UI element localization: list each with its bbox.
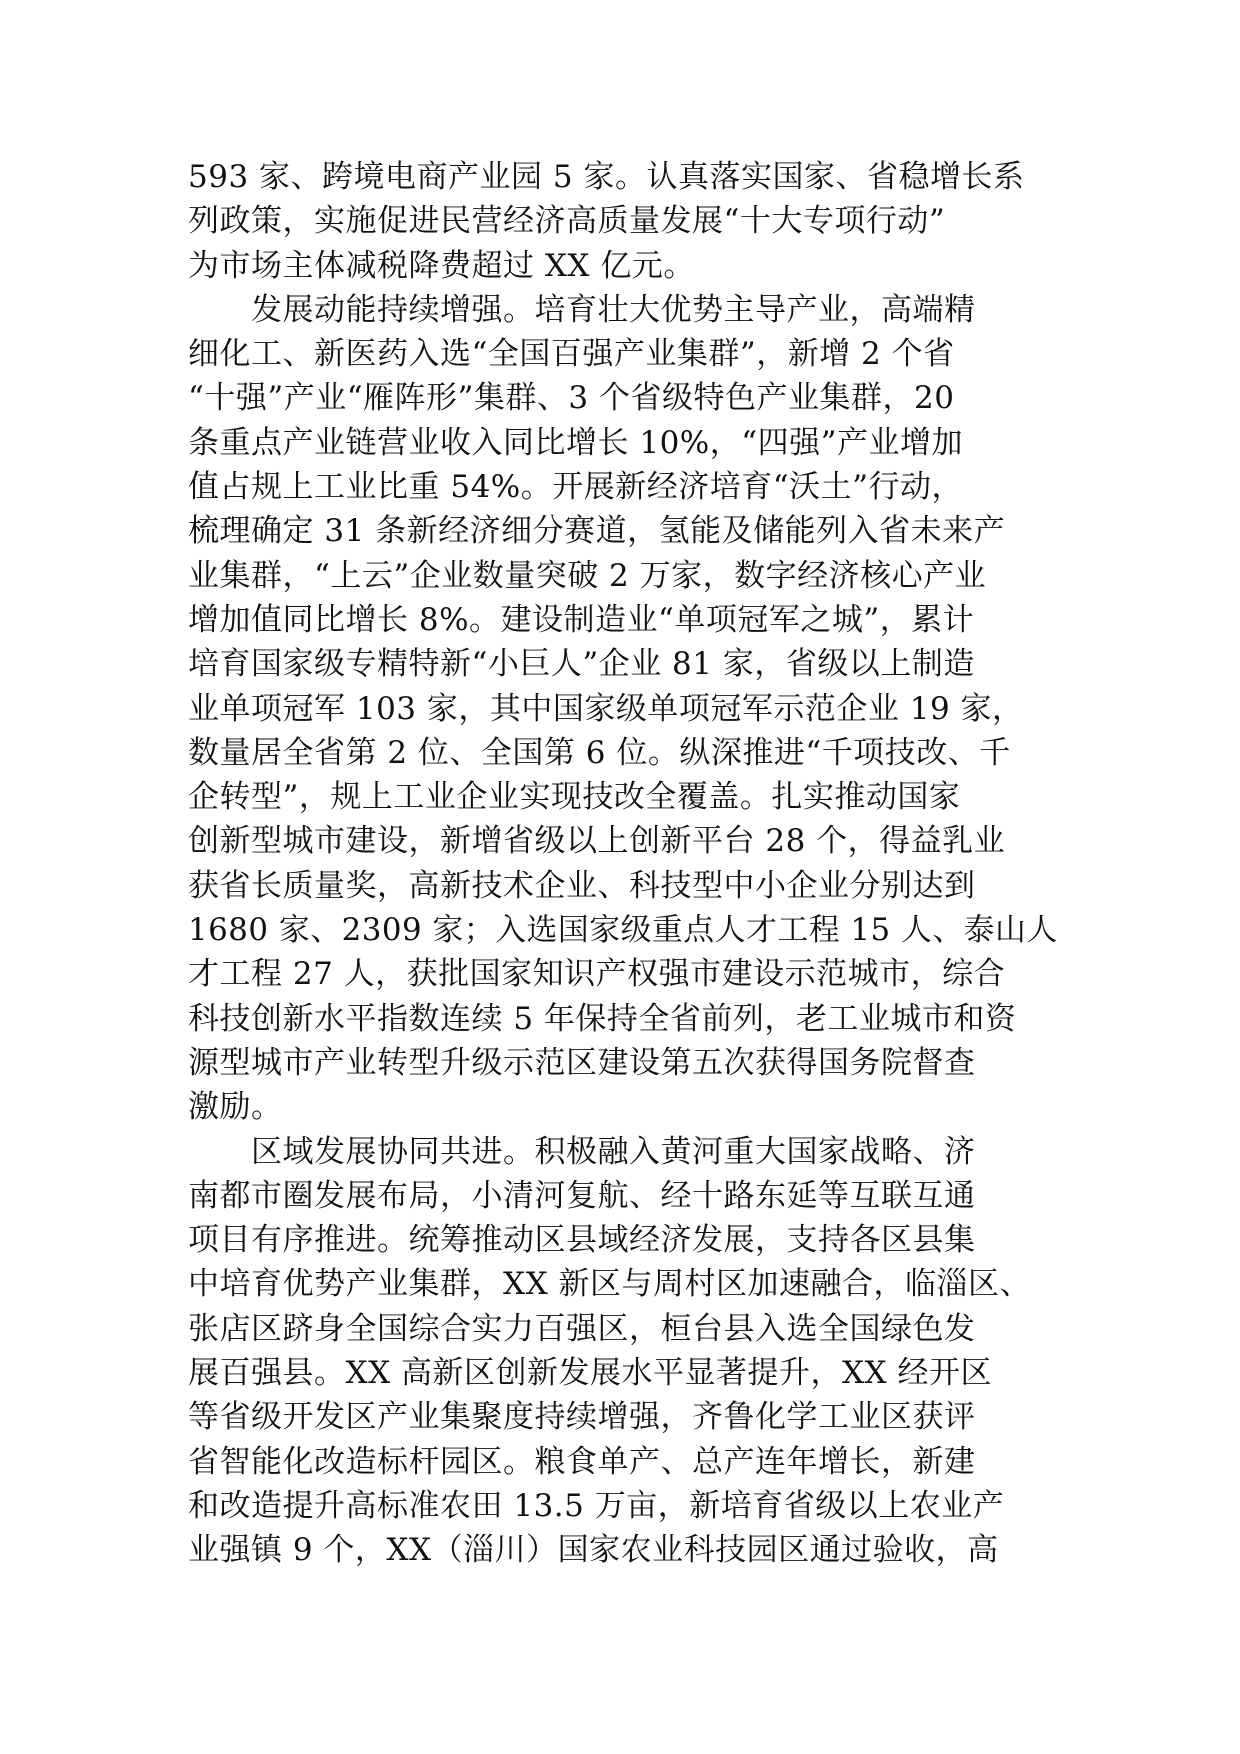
text-line: 等省级开发区产业集聚度持续增强，齐鲁化学工业区获评 (188, 1399, 976, 1436)
text-line: 张店区跻身全国综合实力百强区，桓台县入选全国绿色发 (188, 1310, 976, 1347)
text-line: 才工程 27 人，获批国家知识产权强市建设示范城市，综合 (188, 956, 1006, 993)
text-line: 增加值同比增长 8%。建设制造业“单项冠军之城”，累计 (188, 601, 975, 638)
paragraph-start-line: 发展动能持续增强。培育壮大优势主导产业，高端精 (251, 291, 976, 328)
document-body (188, 155, 1058, 1573)
text-line: 为市场主体减税降费超过 XX 亿元。 (188, 247, 695, 284)
text-line: 中培育优势产业集群，XX 新区与周村区加速融合，临淄区、 (188, 1266, 1031, 1303)
text-line: 激励。 (188, 1089, 283, 1126)
text-line: 项目有序推进。统筹推动区县域经济发展，支持各区县集 (188, 1222, 976, 1259)
text-line: 数量居全省第 2 位、全国第 6 位。纵深推进“千项技改、千 (188, 734, 1011, 771)
text-line: 企转型”，规上工业企业实现技改全覆盖。扎实推动国家 (188, 779, 961, 816)
text-line: 细化工、新医药入选“全国百强产业集群”，新增 2 个省 (188, 336, 955, 373)
text-line: 业强镇 9 个，XX（淄川）国家农业科技园区通过验收，高 (188, 1532, 999, 1569)
text-line: 科技创新水平指数连续 5 年保持全省前列，老工业城市和资 (188, 1000, 1017, 1037)
text-line: 梳理确定 31 条新经济细分赛道，氢能及储能列入省未来产 (188, 513, 1006, 550)
text-line: 源型城市产业转型升级示范区建设第五次获得国务院督查 (188, 1044, 976, 1081)
text-line: 培育国家级专精特新“小巨人”企业 81 家，省级以上制造 (188, 646, 975, 683)
text-line: 获省长质量奖，高新技术企业、科技型中小企业分别达到 (188, 867, 976, 904)
text-line: “十强”产业“雁阵形”集群、3 个省级特色产业集群，20 (188, 380, 955, 417)
text-line: 省智能化改造标杆园区。粮食单产、总产连年增长，新建 (188, 1443, 976, 1480)
text-line: 值占规上工业比重 54%。开展新经济培育“沃土”行动， (188, 469, 963, 506)
text-line: 列政策，实施促进民营经济高质量发展“十大专项行动” (188, 203, 946, 240)
text-line: 条重点产业链营业收入同比增长 10%，“四强”产业增加 (188, 424, 963, 461)
text-line: 1680 家、2309 家；入选国家级重点人才工程 15 人、泰山人 (188, 912, 1058, 949)
text-line: 南都市圈发展布局，小清河复航、经十路东延等互联互通 (188, 1177, 976, 1214)
paragraph-start-line: 区域发展协同共进。积极融入黄河重大国家战略、济 (251, 1133, 976, 1170)
text-line: 创新型城市建设，新增省级以上创新平台 28 个，得益乳业 (188, 823, 1006, 860)
text-line: 593 家、跨境电商产业园 5 家。认真落实国家、省稳增长系 (188, 159, 1025, 195)
text-line: 业集群，“上云”企业数量突破 2 万家，数字经济核心产业 (188, 557, 987, 594)
text-line: 和改造提升高标准农田 13.5 万亩，新培育省级以上农业产 (188, 1487, 1005, 1524)
text-line: 展百强县。XX 高新区创新发展水平显著提升，XX 经开区 (188, 1355, 992, 1392)
text-line: 业单项冠军 103 家，其中国家级单项冠军示范企业 19 家， (188, 690, 1024, 727)
